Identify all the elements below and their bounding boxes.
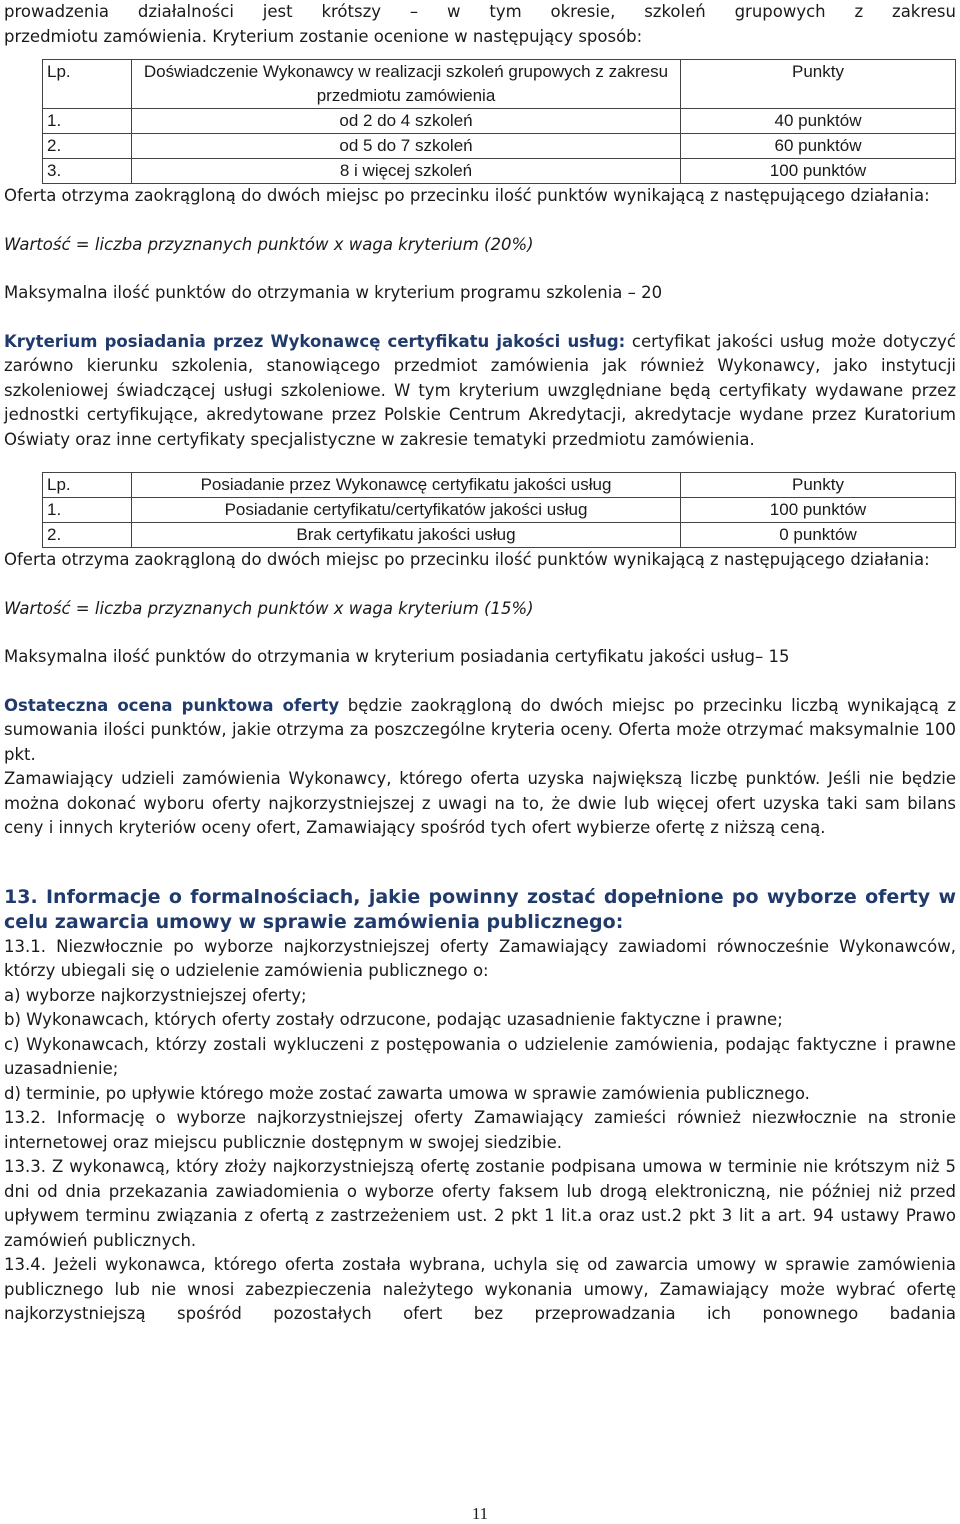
paragraph-13-3: 13.3. Z wykonawcą, który złoży najkorzystniejszą ofertę zostanie podpisana umowa w terminie nie krótszym niż 5 dni od dnia przekazania zawiadomienia o wyborze oferty faksem lub drogą elektroniczną, nie później niż przed upływem terminu związania z ofertą z zastrzeżeniem ust. 2 pkt 1 lit.a oraz ust.2 pkt 3 lit a art. 94 ustawy Prawo zamówień publicznych. [4,1157,956,1250]
table-cell: od 2 do 4 szkoleń [132,109,681,134]
table-cell: 60 punktów [681,134,956,159]
table-cell: 0 punktów [681,523,956,548]
table-cell: Posiadanie certyfikatu/certyfikatów jakości usług [132,498,681,523]
table-cell: 3. [43,159,132,184]
final-score [4,694,956,768]
final-score-title: Ostateczna ocena punktowa oferty [4,695,340,715]
table-cell: 100 punktów [681,159,956,184]
list-item: c) Wykonawcach, którzy zostali wykluczeni z postępowania o udzielenie zamówienia, podając faktyczne i prawne uzasadnienie; [4,1034,956,1078]
rounding-note-1: Oferta otrzyma zaokrągloną do dwóch miejsc po przecinku ilość punktów wynikającą z następującego działania: [4,186,930,205]
award-paragraph: Zamawiający udzieli zamówienia Wykonawcy, którego oferta uzyska największą liczbę punktów. Jeśli nie będzie można dokonać wyboru oferty najkorzystniejszej z uwagi na to, że dwie lub więcej ofert uzyska taki sam bilans ceny i innych kryteriów oceny ofert, Zamawiający spośród tych ofert wybierze ofertę z niższą ceną. [4,769,956,837]
page-number: 11 [471,1504,489,1523]
table-header-cell: Lp. [43,473,132,498]
certificate-criterion [4,330,956,453]
intro-line-2: przedmiotu zamówienia. Kryterium zostanie ocenione w następujący sposób: [4,26,643,46]
table-cell: 100 punktów [681,498,956,523]
table-row [43,109,956,134]
table-cell: 2. [43,134,132,159]
paragraph-13-4: 13.4. Jeżeli wykonawca, którego oferta została wybrana, uchyla się od zawarcia umowy w sprawie zamówienia publicznego lub nie wnosi zabezpieczenia należytego wykonania umowy, Zamawiający może wybrać ofertę najkorzystniejszą spośród pozostałych ofert bez przeprowadzania ich ponownego badania [4,1255,956,1323]
table-header-cell: Posiadanie przez Wykonawcę certyfikatu jakości usług [132,473,681,498]
table-row [43,473,956,498]
list-item: d) terminie, po upływie którego może zostać zawarta umowa w sprawie zamówienia publicznego. [4,1083,810,1103]
table-row [43,159,956,184]
table-header-cell: Doświadczenie Wykonawcy w realizacji szkoleń grupowych z zakresu przedmiotu zamówienia [132,60,681,109]
table-cell: 1. [43,109,132,134]
certificate-criterion-title: Kryterium posiadania przez Wykonawcę certyfikatu jakości usług: [4,331,626,351]
paragraph-13-1: 13.1. Niezwłocznie po wyborze najkorzystniejszej oferty Zamawiający zawiadomi równocześnie Wykonawców, którzy ubiegali się o udzielenie zamówienia publicznego o: [4,936,956,980]
table-cell: 2. [43,523,132,548]
certificate-criterion-body: certyfikat jakości usług może dotyczyć zarówno kierunku szkolenia, stanowiącego przedmiot zamówienia jak również Wykonawcy, jako instytucji szkoleniowej świadczącej usługi szkoleniowe. W tym kryterium uwzględniane będą certyfikaty wydawane przez jednostki certyfikujące, akredytowane przez Polskie Centrum Akredytacji, akredytacje wydane przez Kuratorium Oświaty oraz inne certyfikaty specjalistyczne w zakresie tematyki przedmiotu zamówienia. [4,331,956,449]
section-13-heading: 13. Informacje o formalnościach, jakie powinny zostać dopełnione po wyborze oferty w celu zawarcia umowy w sprawie zamówienia publicznego: [4,885,956,933]
list-item: a) wyborze najkorzystniejszej oferty; [4,985,307,1005]
table-header-cell: Punkty [681,60,956,109]
paragraph-13-2: 13.2. Informację o wyborze najkorzystniejszej oferty Zamawiający zamieści również niezwłocznie na stronie internetowej oraz miejscu publicznie dostępnym w swojej siedzibie. [4,1108,956,1152]
table-cell: Brak certyfikatu jakości usług [132,523,681,548]
certificate-table [42,472,956,548]
experience-table [42,59,956,184]
document-page [4,0,956,1327]
table-cell: 8 i więcej szkoleń [132,159,681,184]
max-points-1: Maksymalna ilość punktów do otrzymania w kryterium programu szkolenia – 20 [4,283,663,302]
table-header-cell: Lp. [43,60,132,109]
intro-line-1: prowadzenia działalności jest krótszy – w tym okresie, szkoleń grupowych z zakresu [4,2,956,21]
formula-2: Wartość = liczba przyznanych punktów x waga kryterium (15%) [4,598,534,618]
final-score-body: będzie zaokrągloną do dwóch miejsc po przecinku liczbą wynikającą z sumowania ilości punktów, jakie otrzyma za poszczególne kryteria oceny. Oferta może otrzymać maksymalnie 100 pkt. [4,695,957,764]
table-row [43,134,956,159]
table-cell: 1. [43,498,132,523]
table-row [43,523,956,548]
formula-1: Wartość = liczba przyznanych punktów x waga kryterium (20%) [4,234,534,254]
table-row [43,498,956,523]
max-points-2: Maksymalna ilość punktów do otrzymania w kryterium posiadania certyfikatu jakości usług– 15 [4,647,790,666]
table-cell: od 5 do 7 szkoleń [132,134,681,159]
list-item: b) Wykonawcach, których oferty zostały odrzucone, podając uzasadnienie faktyczne i prawne; [4,1010,783,1029]
table-header-cell: Punkty [681,473,956,498]
table-row [43,60,956,109]
table-cell: 40 punktów [681,109,956,134]
rounding-note-2: Oferta otrzyma zaokrągloną do dwóch miejsc po przecinku ilość punktów wynikającą z następującego działania: [4,550,930,569]
